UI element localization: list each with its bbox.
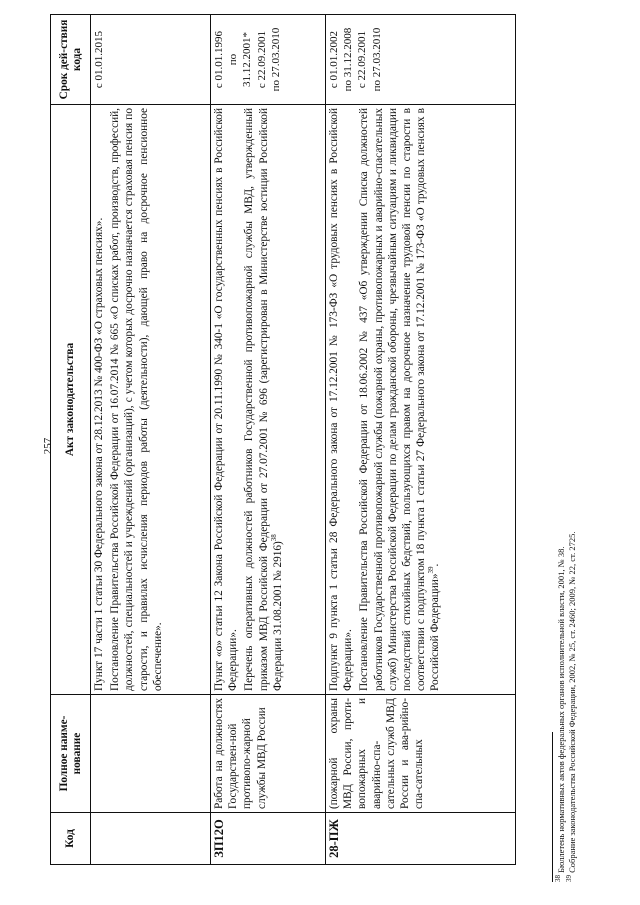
row-name xyxy=(91,695,211,813)
act-text: Постановление Правительства Российской Федерации от 18.06.2002 № 437 «Об утверждении Списка должностей работников Государственной противопожарной службы (пожарной охраны, противопожарных и аварийно-спасательных служб) Министерства Российской Федерации по делам гражданской обороны, чрезвычайным ситуациям и ликвидации последствий стихийных бедствий, пользующихся правом на досрочное назначение трудовой пенсии по старости в соответствии с подпунктом 18 пункта 1 статьи 27 Федерального закона от 17.12.2001 № 173-ФЗ «О трудовых пенсиях в Российской Федерации» xyxy=(358,108,442,691)
row-name: Работа на должностях Государствен-ной противопо-жарной службы МВД России xyxy=(211,695,326,813)
table-row xyxy=(91,15,211,865)
page-number: 257 xyxy=(42,437,54,455)
validity-line: по xyxy=(227,53,240,66)
validity-line: с 01.01.1996 xyxy=(213,30,225,89)
footnote-mark: 39 xyxy=(565,875,574,882)
header-act: Акт законодательства xyxy=(51,105,91,695)
footnote-text: Бюллетень нормативных актов федеральных органов исполнительной власти, 2001, № 38. xyxy=(556,546,566,873)
validity-line: с 01.01.2015 xyxy=(93,30,105,89)
footnote xyxy=(567,22,578,882)
footnote xyxy=(556,22,567,882)
act-paragraph: Постановление Правительства Российской Федерации от 18.06.2002 № 437 «Об утверждении Списка должностей работников Государственной противопожарной службы (пожарной охраны, противопожарных и аварийно-спасательных служб) Министерства Российской Федерации по делам гражданской обороны, чрезвычайным ситуациям и ликвидации последствий стихийных бедствий, пользующихся правом на досрочное назначение трудовой пенсии по старости в соответствии с подпунктом 18 пункта 1 статьи 27 Федерального закона от 17.12.2001 № 173-ФЗ «О трудовых пенсиях в Российской Федерации»$^{39}$. xyxy=(358,108,442,691)
validity-line: 31.12.2001* xyxy=(241,32,254,87)
validity-line: по 31.12.2008 xyxy=(342,27,355,92)
validity-line: с 22.09.2001 xyxy=(255,30,268,89)
table-row xyxy=(211,15,326,865)
footnote-rule xyxy=(552,732,553,882)
table-header-row xyxy=(51,15,91,865)
validity-line: с 22.09.2001 xyxy=(356,30,369,89)
footnote-mark: 38 xyxy=(554,875,563,882)
act-paragraph: Подпункт 9 пункта 1 статьи 28 Федерального закона от 17.12.2001 № 173-ФЗ «О трудовых пенсиях в Российской Федерации». xyxy=(328,108,355,691)
footnotes xyxy=(552,22,640,882)
row-acts xyxy=(91,105,211,695)
validity-line: по 27.03.2010 xyxy=(370,27,383,92)
validity-line: с 01.01.2002 xyxy=(328,30,340,89)
header-full-name: Полное наиме-нование xyxy=(51,695,91,813)
header-code: Код xyxy=(51,813,91,865)
act-paragraph: Пункт 17 части 1 статьи 30 Федерального закона от 28.12.2013 № 400-ФЗ «О страховых пенсиях». xyxy=(93,217,105,691)
rotated-page-content xyxy=(50,15,600,865)
row-name: (пожарной охраны МВД России, проти-вопожарных и аварийно-спа-сательных служб МВД России и ава-рийно-спа-сательных xyxy=(326,695,516,813)
header-validity: Срок дей-ствия кода xyxy=(51,15,91,105)
validity-line: по 27.03.2010 xyxy=(269,27,282,92)
act-paragraph xyxy=(242,108,285,691)
row-validity xyxy=(211,15,326,105)
row-code: ЗП12О xyxy=(211,813,326,865)
table-row xyxy=(326,15,516,865)
act-text: Перечень оперативных должностей работников Государственной противопожарной службы МВД, утвержденный приказом МВД Российской Федерации от 27.07.2001 № 696 (зарегистрирован в Министерстве юстиции Российской Федерации 31.08.2001 № 2916) xyxy=(243,108,284,691)
row-code: 28-ПЖ xyxy=(326,813,516,865)
footnote-text: Собрание законодательства Российской Федерации, 2002, № 25, ст. 2460; 2009, № 22, ст. 2725. xyxy=(567,531,577,873)
row-validity xyxy=(91,15,211,105)
row-acts xyxy=(326,105,516,695)
legislation-table xyxy=(50,14,516,865)
footnote-ref: 38 xyxy=(270,534,279,542)
act-paragraph: Постановление Правительства Российской Федерации от 16.07.2014 № 665 «О списках работ, производств, профессий, должностей, специальностей и учреждений (организаций), с учетом которых досрочно назначается страховая пенсия по старости, и правилах исчисления периодов работы (деятельности), дающей право на досрочное пенсионное обеспечение». xyxy=(109,108,164,691)
row-code xyxy=(91,813,211,865)
footnote-ref: 39 xyxy=(427,566,436,574)
row-validity xyxy=(326,15,516,105)
row-acts xyxy=(211,105,326,695)
act-paragraph: Пункт «о» статьи 12 Закона Российской Федерации от 20.11.1990 № 340-1 «О государственных пенсиях в Российской Федерации». xyxy=(213,108,240,691)
